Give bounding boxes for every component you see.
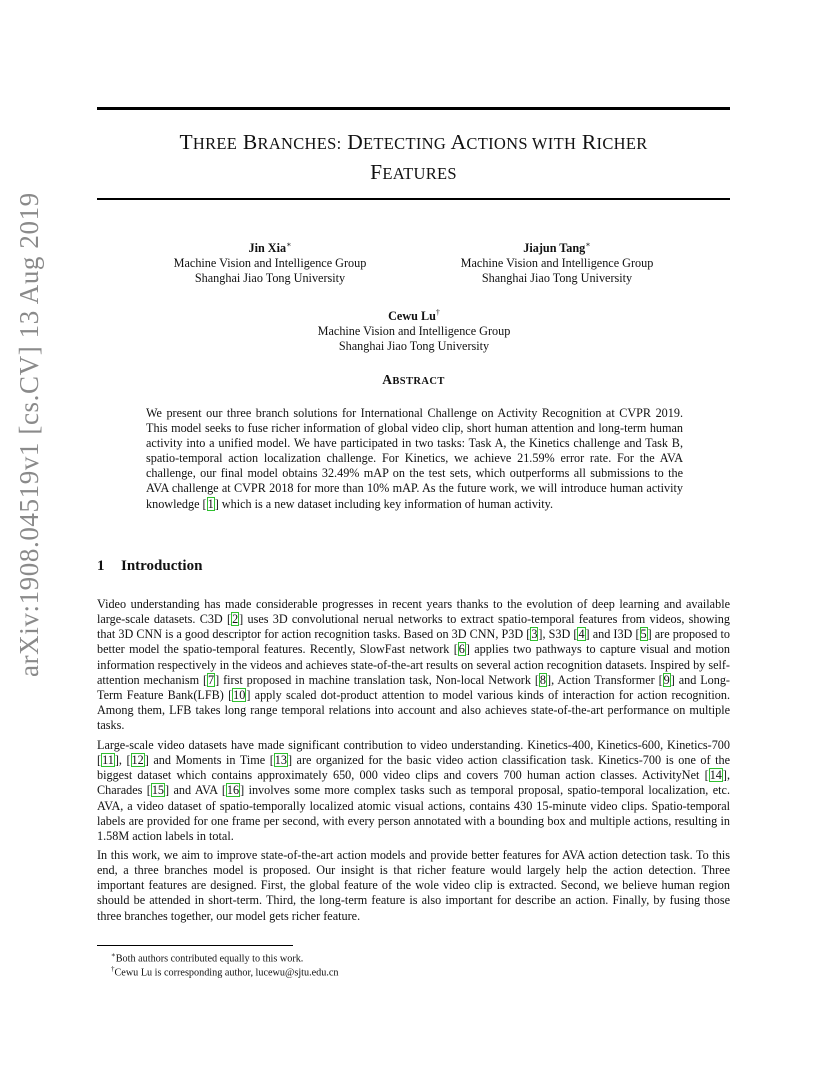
- title-word-initial: B: [242, 130, 258, 154]
- citation-link[interactable]: 1: [207, 496, 214, 511]
- title-rule-top: [97, 107, 730, 110]
- paper-title: [97, 128, 730, 188]
- title-word-rest: CTIONS WITH: [466, 134, 577, 153]
- citation-link[interactable]: 12: [131, 753, 144, 768]
- author-block-3: [294, 305, 534, 354]
- author-institution: Shanghai Jiao Tong University: [338, 339, 490, 354]
- citation-link[interactable]: 6: [458, 642, 465, 657]
- title-word-rest: HREE: [192, 134, 238, 153]
- abstract-heading-cap: A: [382, 372, 393, 387]
- footnote-rule: [97, 945, 293, 946]
- title-word-initial: R: [581, 130, 597, 154]
- title-word-rest: ICHER: [596, 134, 648, 153]
- section-title: Introduction: [121, 558, 203, 574]
- author-block-2: [437, 237, 677, 286]
- citation-link[interactable]: 11: [102, 753, 114, 768]
- citation-link[interactable]: 13: [274, 753, 287, 768]
- author-block-1: [150, 237, 390, 286]
- citation-link[interactable]: 15: [151, 783, 165, 798]
- author-affiliation: Machine Vision and Intelligence Group: [460, 256, 654, 271]
- footnote-text: Cewu Lu is corresponding author, lucewu@sjtu.edu.cn: [114, 967, 339, 979]
- intro-paragraph-2: Large-scale video datasets have made significant contribution to video understanding. Kinetics-400, Kinetics-600, Kinetics-700 [11], [12] and Moments in Time [13] are organized for the basic video action classification task. Kinetics-700 is one of the biggest dataset which contains approximately 650, 000 video clips and covers 700 human action classes. ActivityNet [14], Charades [15] and AVA [16] involves some more complex tasks such as temporal proposal, spatio-temporal localization, etc. AVA, a video dataset of spatio-temporally localized atomic visual actions, contains 430 15-minute video clips. Spatio-temporal labels are provided for one frame per second, with every person annotated with a bounding box and multiple actions, resulting in 1.58M action labels in total.: [97, 738, 730, 843]
- section-heading: [97, 558, 202, 575]
- title-line-1: [97, 128, 730, 158]
- title-word-rest: RANCHES: [257, 134, 337, 153]
- footnote-mark: †: [111, 965, 115, 973]
- title-word-initial: D: [347, 130, 364, 154]
- intro-paragraph-3: In this work, we aim to improve state-of-the-art action models and provide better features for AVA action detection task. To this end, a three branches model is proposed. Our insight is that richer feature would largely help the action detection. Three important features are designed. First, the global feature of the wole video clip is extracted. Second, we believe human region should be attended in short-term. Third, the long-term feature is also important for describe an action. Finally, by fusing those three branches together, our model gets richer feature.: [97, 848, 730, 923]
- arxiv-identifier: arXiv:1908.04519v1 [cs.CV] 13 Aug 2019: [14, 192, 44, 677]
- title-word-rest: :: [336, 134, 342, 153]
- footnote-mark: ∗: [111, 951, 116, 959]
- author-affiliation: Machine Vision and Intelligence Group: [317, 324, 511, 339]
- citation-link[interactable]: 14: [709, 768, 722, 783]
- author-mark: ∗: [286, 240, 292, 249]
- footnote-text: Both authors contributed equally to this work.: [115, 953, 304, 965]
- title-word-initial: F: [370, 160, 383, 184]
- intro-paragraph-1: Video understanding has made considerable progresses in recent years thanks to the evolution of deep learning and available large-scale datasets. C3D [2] uses 3D convolutional nerual networks to extract spatio-temporal features from videos, showing that 3D CNN is a good descriptor for action recognition tasks. Based on 3D CNN, P3D [3], S3D [4] and I3D [5] are proposed to better model the spatio-temporal features. Recently, SlowFast network [6] applies two pathways to capture visual and motion information respectively in the videos and achieves state-of-the-art results on several action recognition datasets. Inspired by self-attention mechanism [7] first proposed in machine translation task, Non-local Network [8], Action Transformer [9] and Long-Term Feature Bank(LFB) [10] apply scaled dot-product attention to model various kinds of interaction for action recognition. Among them, LFB takes long range temporal relations into account and also achieves state-of-the-art performance on multiple tasks.: [97, 597, 730, 733]
- section-number: 1: [97, 558, 105, 574]
- author-institution: Shanghai Jiao Tong University: [194, 271, 346, 286]
- title-word-rest: EATURES: [382, 164, 457, 183]
- author-name: Jin Xia: [248, 241, 287, 256]
- author-affiliation: Machine Vision and Intelligence Group: [173, 256, 367, 271]
- abstract-heading-rest: BSTRACT: [392, 376, 445, 387]
- title-word-rest: ETECTING: [363, 134, 447, 153]
- abstract-heading: [97, 372, 730, 388]
- citation-link[interactable]: 7: [208, 672, 215, 687]
- author-name: Jiajun Tang: [523, 241, 586, 256]
- title-rule-bottom: [97, 198, 730, 200]
- citation-link[interactable]: 9: [663, 672, 670, 687]
- citation-link[interactable]: 8: [539, 672, 547, 687]
- citation-link[interactable]: 5: [640, 627, 647, 642]
- author-name: Cewu Lu: [388, 309, 436, 324]
- citation-link[interactable]: 4: [578, 627, 585, 642]
- citation-link[interactable]: 16: [226, 783, 240, 798]
- footnote-2: [111, 963, 339, 979]
- abstract-text: We present our three branch solutions for International Challenge on Activity Recognition at CVPR 2019. This model seeks to fuse richer information of global video clip, short human attention and long-term human activity into a unified model. We have participated in two tasks: Task A, the Kinetics challenge and Task B, spatio-temporal action localization challenge. For Kinetics, we achieve 21.59% error rate. For the AVA challenge, our final model obtains 32.49% mAP on the test sets, which outperforms all submissions to the AVA challenge at CVPR 2018 for more than 10% mAP. As the future work, we will introduce human activity knowledge [1] which is a new dataset including key information of human activity.: [146, 406, 683, 511]
- citation-link[interactable]: 2: [232, 612, 239, 627]
- citation-link[interactable]: 10: [233, 687, 246, 702]
- author-mark: ∗: [585, 240, 591, 249]
- title-line-2: [97, 158, 730, 188]
- author-mark: †: [435, 308, 440, 317]
- citation-link[interactable]: 3: [531, 627, 538, 642]
- author-institution: Shanghai Jiao Tong University: [481, 271, 633, 286]
- title-word-initial: A: [450, 130, 467, 154]
- title-word-initial: T: [179, 130, 193, 154]
